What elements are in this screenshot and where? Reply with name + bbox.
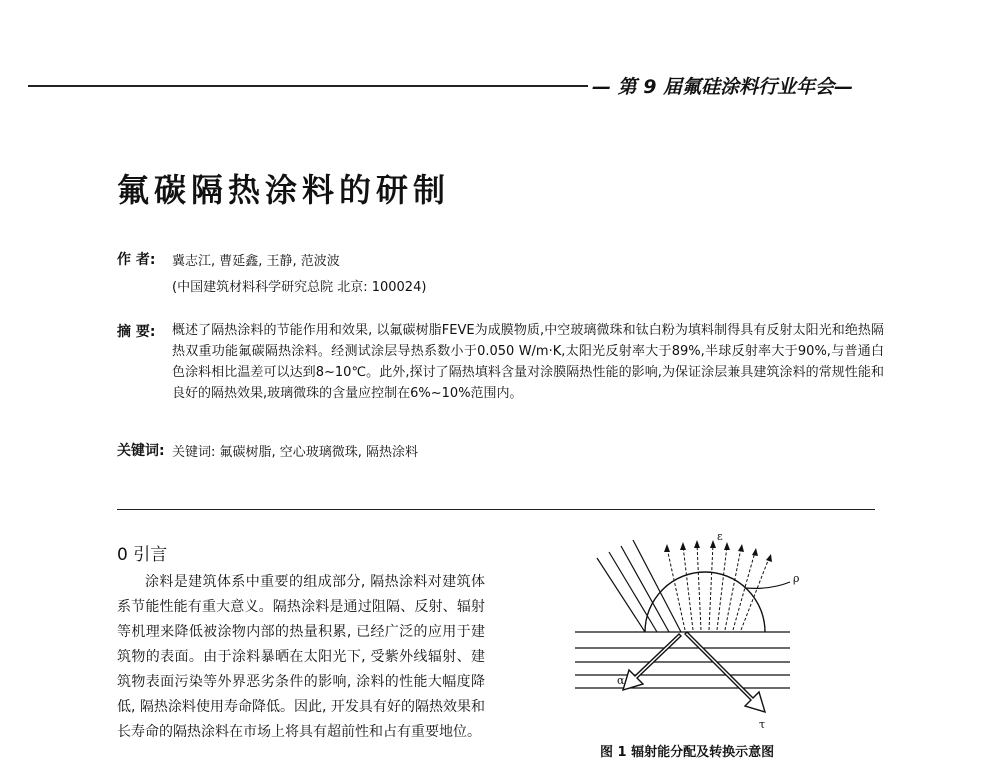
paper-title: 氟碳隔热涂料的研制: [117, 171, 451, 209]
author-label: 作 者:: [117, 252, 156, 268]
arrow-head: [752, 548, 758, 556]
affiliation: (中国建筑材料科学研究总院 北京: 100024): [172, 280, 427, 295]
arrow-head: [766, 554, 772, 562]
transmitted-arrow: [685, 632, 765, 712]
arrow-head: [710, 540, 716, 548]
abstract-text: 概述了隔热涂料的节能作用和效果, 以氟碳树脂FEVE为成膜物质,中空玻璃微珠和钛白粉为填料制得具有反射太阳光和绝热隔热双重功能氟碳隔热涂料。经测试涂层导热系数小于0.050 W/m·K,太阳光反射率大于89%,半球反射率大于90%,与普通白色涂料相比温差可以达到8~10℃。此外,探讨了隔热填料含量对涂膜隔热性能的影响,为保证涂层兼具建筑涂料的常规性能和良好的隔热效果,玻璃微珠的含量应控制在6%~10%范围内。: [172, 323, 884, 401]
intro-paragraph: 涂料是建筑体系中重要的组成部分, 隔热涂料对建筑体系节能性能有重大意义。隔热涂料是通过阻隔、反射、辐射等机理来降低被涂物内部的热量积累, 已经广泛的应用于建筑物的表面。由于涂料暴晒在太阳光下, 受紫外线辐射、建筑物表面污染等外界恶劣条件的影响, 涂料的性能大幅度降低, 隔热涂料使用寿命降低。因此, 开发具有好的隔热效果和长寿命的隔热涂料在市场上将具有超前性和占有重要地位。: [117, 574, 485, 740]
emitted-ray: [667, 548, 685, 630]
rho-leader: [745, 582, 790, 588]
arrow-head: [664, 544, 670, 552]
alpha-label: α: [617, 674, 625, 687]
section-divider: [117, 509, 875, 510]
keywords-text: 关键词: 氟碳树脂, 空心玻璃微珠, 隔热涂料: [172, 445, 419, 460]
arrow-head: [694, 540, 700, 548]
tau-label: τ: [759, 718, 766, 731]
incident-ray: [621, 546, 669, 632]
emitted-ray: [733, 552, 755, 630]
abstract-label: 摘 要:: [117, 324, 156, 340]
emitted-ray: [741, 558, 769, 630]
emitted-ray: [709, 544, 713, 630]
radiation-diagram: [575, 530, 805, 740]
figure-caption: 图 1 辐射能分配及转换示意图: [600, 745, 775, 760]
emitted-ray: [725, 548, 741, 630]
emitted-ray: [683, 546, 693, 630]
epsilon-label: ε: [717, 530, 723, 543]
arrow-head: [680, 542, 686, 550]
section-heading: 0 引言: [117, 545, 168, 565]
emitted-ray: [717, 546, 727, 630]
rho-label: ρ: [793, 572, 800, 585]
header-rule: [28, 85, 588, 87]
incident-ray: [633, 540, 681, 632]
conference-name: — 第 9 届氟硅涂料行业年会—: [592, 76, 854, 98]
emitted-ray: [697, 544, 701, 630]
incident-ray: [597, 558, 645, 632]
author-list: 冀志江, 曹延鑫, 王静, 范波波: [172, 254, 340, 269]
arrow-head: [738, 544, 744, 552]
incident-ray: [609, 552, 657, 632]
arrow-head: [724, 542, 730, 550]
keywords-label: 关键词:: [117, 443, 165, 459]
